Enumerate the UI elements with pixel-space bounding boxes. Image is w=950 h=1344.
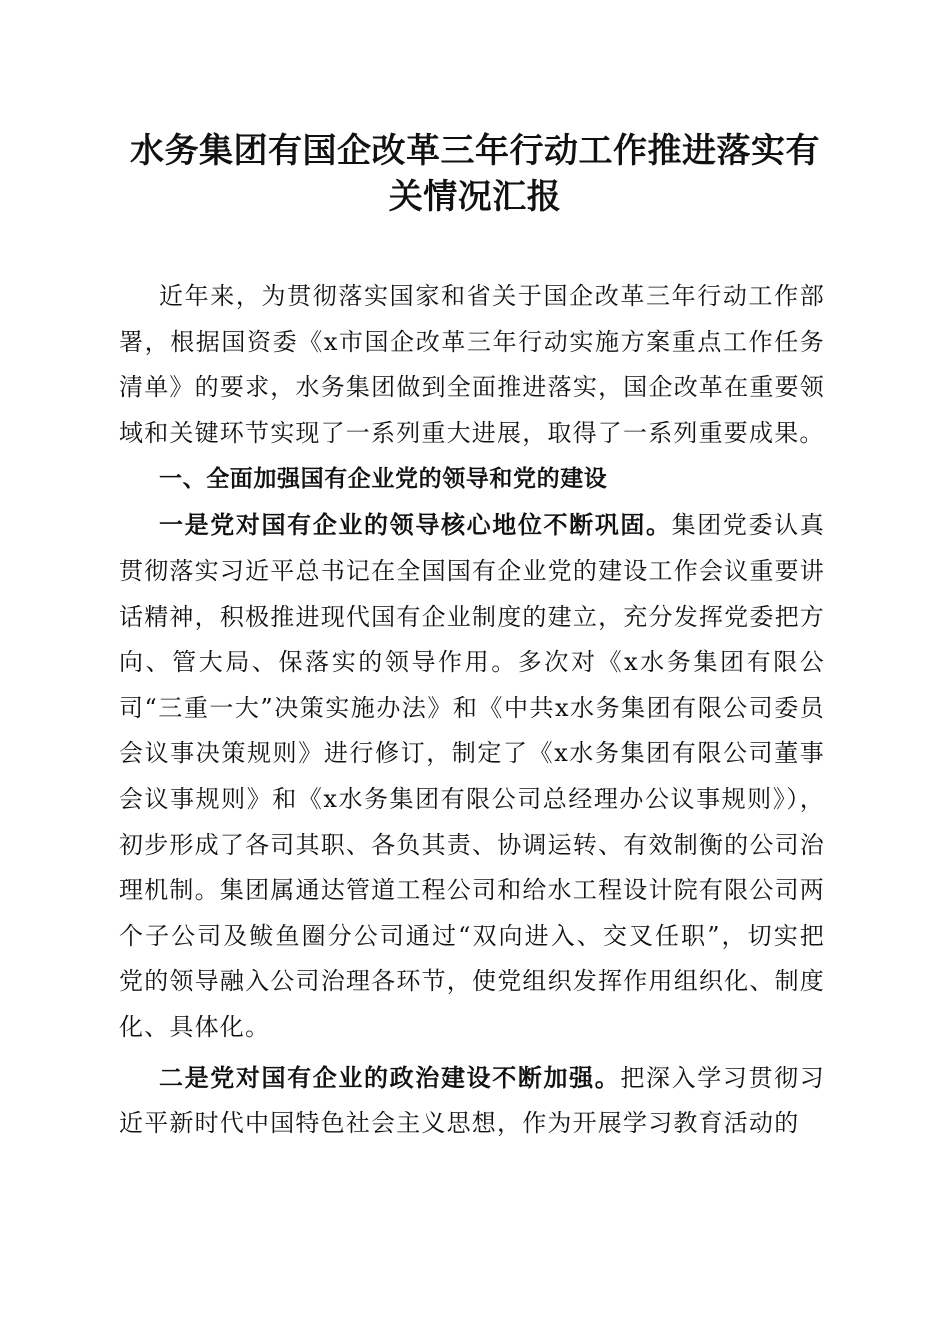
section-heading-1: 一、全面加强国有企业党的领导和党的建设: [159, 466, 608, 493]
title-line-2: 关情况汇报: [388, 177, 562, 217]
point-2-text: 把深入学习贯彻习近平新时代中国特色社会主义思想，作为开展学习教育活动的: [119, 1063, 825, 1138]
title-line-1: 水务集团有国企改革三年行动工作推进落实有: [130, 131, 820, 171]
document-body: [119, 274, 825, 1147]
point-2-lead: 二是党对国有企业的政治建设不断加强。: [159, 1062, 621, 1092]
intro-paragraph: 近年来，为贯彻落实国家和省关于国企改革三年行动工作部署，根据国资委《x市国企改革三年行动实施方案重点工作任务清单》的要求，水务集团做到全面推进落实，国企改革在重要领域和关键环节实现了一系列重大进展，取得了一系列重要成果。: [119, 282, 825, 447]
document-title: [100, 128, 850, 220]
paragraph-point-2: [119, 1055, 825, 1147]
paragraph-point-1: [119, 502, 825, 1050]
point-1-lead: 一是党对国有企业的领导核心地位不断巩固。: [159, 510, 672, 540]
point-1-text: 集团党委认真贯彻落实习近平总书记在全国国有企业党的建设工作会议重要讲话精神，积极推进现代国有企业制度的建立，充分发挥党委把方向、管大局、保落实的领导作用。多次对《x水务集团有限公司“三重一大”决策实施办法》和《中共x水务集团有限公司委员会议事决策规则》进行修订，制定了《x水务集团有限公司董事会议事规则》和《x水务集团有限公司总经理办公议事规则》），初步形成了各司其职、各负其责、协调运转、有效制衡的公司治理机制。集团属通达管道工程公司和给水工程设计院有限公司两个子公司及鲅鱼圈分公司通过“双向进入、交叉任职”，切实把党的领导融入公司治理各环节，使党组织发挥作用组织化、制度化、具体化。: [119, 511, 825, 1041]
